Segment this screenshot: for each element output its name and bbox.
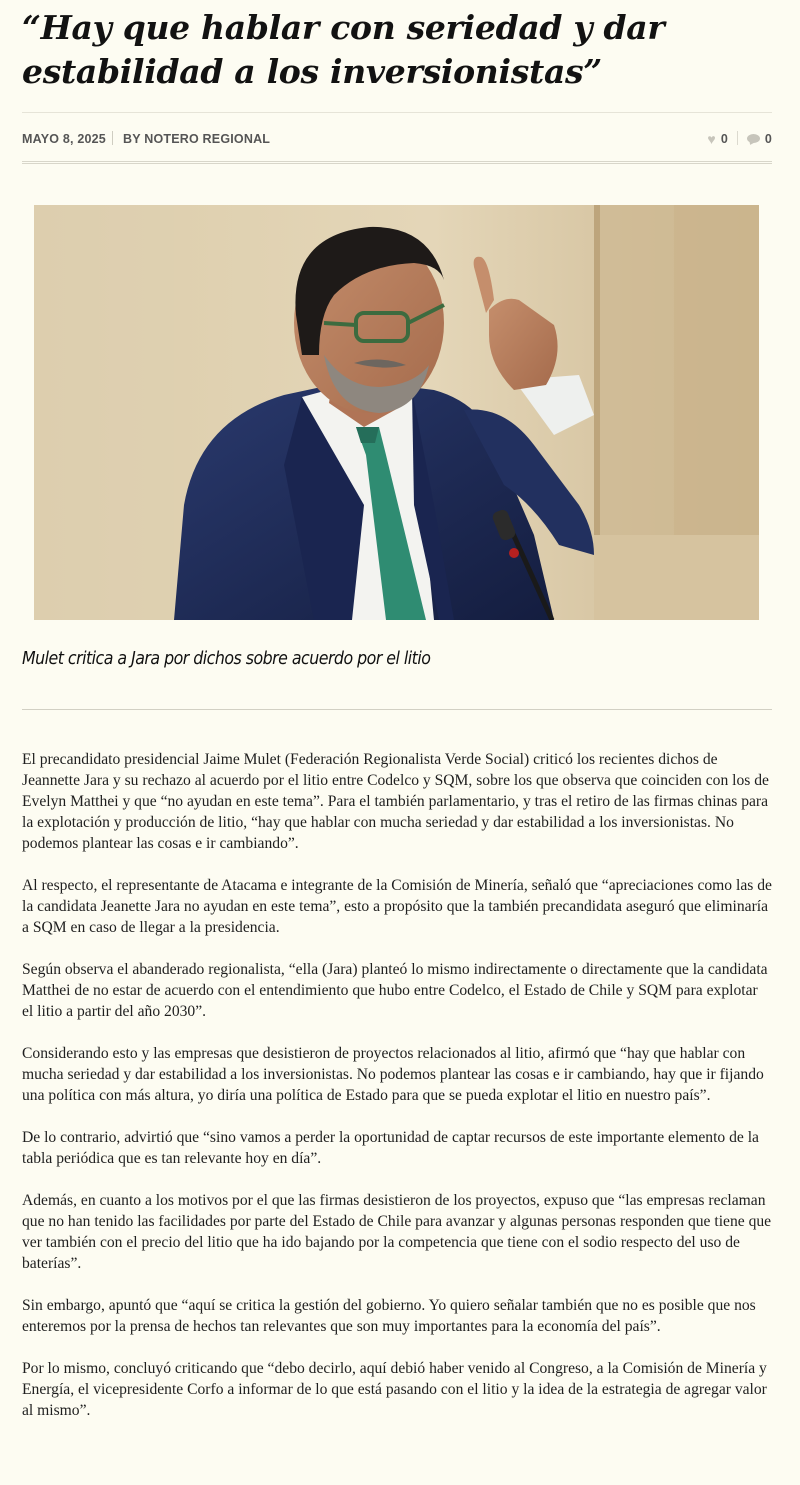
like-button[interactable] bbox=[707, 132, 728, 146]
article-date: MAYO 8, 2025 bbox=[22, 132, 106, 146]
meta-separator bbox=[737, 131, 738, 145]
paragraph: Por lo mismo, concluyó criticando que “debo decirlo, aquí debió haber venido al Congreso, a la Comisión de Minería y Energía, el vicepresidente Corfo a informar de lo que está pasando con el litio y la idea de la estrategia de agregar valor al mismo”. bbox=[22, 1360, 767, 1419]
article-title: “Hay que hablar con seriedad y dar estabilidad a los inversionistas” bbox=[22, 8, 665, 91]
likes-count: 0 bbox=[720, 132, 728, 146]
article-body bbox=[22, 749, 772, 1442]
photo-caption: Mulet critica a Jara por dichos sobre acuerdo por el litio bbox=[22, 648, 431, 669]
comments-count: 0 bbox=[764, 132, 772, 146]
paragraph: Según observa el abanderado regionalista, “ella (Jara) planteó lo mismo indirectamente o directamente que la candidata Matthei de no estar de acuerdo con el entendimiento que hubo entre Codelco, el Estado de Chile y SQM para explotar el litio a partir del año 2030”. bbox=[22, 961, 768, 1020]
heart-icon: ♥ bbox=[707, 131, 716, 147]
meta-separator bbox=[112, 131, 113, 145]
caption-divider bbox=[22, 709, 772, 710]
article-meta bbox=[22, 128, 772, 150]
meta-divider bbox=[22, 161, 772, 164]
title-divider bbox=[22, 112, 772, 113]
paragraph: Además, en cuanto a los motivos por el que las firmas desistieron de los proyectos, expuso que “las empresas reclaman que no han tenido las facilidades por parte del Estado de Chile para avanzar y algunas personas responden que tiene que ver también con el precio del litio que ha ido bajando por la competencia que tiene con el sodio respecto del uso de baterías”. bbox=[22, 1192, 772, 1272]
article-photo bbox=[34, 205, 759, 620]
paragraph: De lo contrario, advirtió que “sino vamos a perder la oportunidad de captar recursos de este importante elemento de la tabla periódica que es tan relevante hoy en día”. bbox=[22, 1129, 759, 1167]
author-link[interactable]: BY NOTERO REGIONAL bbox=[123, 132, 271, 146]
comments-link[interactable] bbox=[747, 132, 772, 146]
photo-illustration bbox=[34, 205, 759, 620]
paragraph: Sin embargo, apuntó que “aquí se critica la gestión del gobierno. Yo quiero señalar también que no es posible que nos enteremos por la prensa de hechos tan relevantes que son muy importantes para la economía del país”. bbox=[22, 1297, 756, 1335]
paragraph: El precandidato presidencial Jaime Mulet (Federación Regionalista Verde Social) criticó los recientes dichos de Jeannette Jara y su rechazo al acuerdo por el litio entre Codelco y SQM, sobre los que observa que coinciden con los de Evelyn Matthei y que “no ayudan en este tema”. Para el también parlamentario, y tras el retiro de las firmas chinas para la explotación y producción de litio, “hay que hablar con mucha seriedad y dar estabilidad a los inversionistas. No podemos plantear las cosas e ir cambiando”. bbox=[22, 751, 769, 852]
paragraph: Considerando esto y las empresas que desistieron de proyectos relacionados al litio, afirmó que “hay que hablar con mucha seriedad y dar estabilidad a los inversionistas. No podemos plantear las cosas e ir cambiando, hay que ir fijando una política con más altura, yo diría una política de Estado para que se pueda explotar el litio en nuestro país”. bbox=[22, 1045, 764, 1104]
comment-bubble-icon bbox=[747, 134, 760, 144]
paragraph: Al respecto, el representante de Atacama e integrante de la Comisión de Minería, señaló que “apreciaciones como las de la candidata Jeanette Jara no ayudan en este tema”, esto a propósito que la también precandidata aseguró que eliminaría a SQM en caso de llegar a la presidencia. bbox=[22, 877, 772, 936]
